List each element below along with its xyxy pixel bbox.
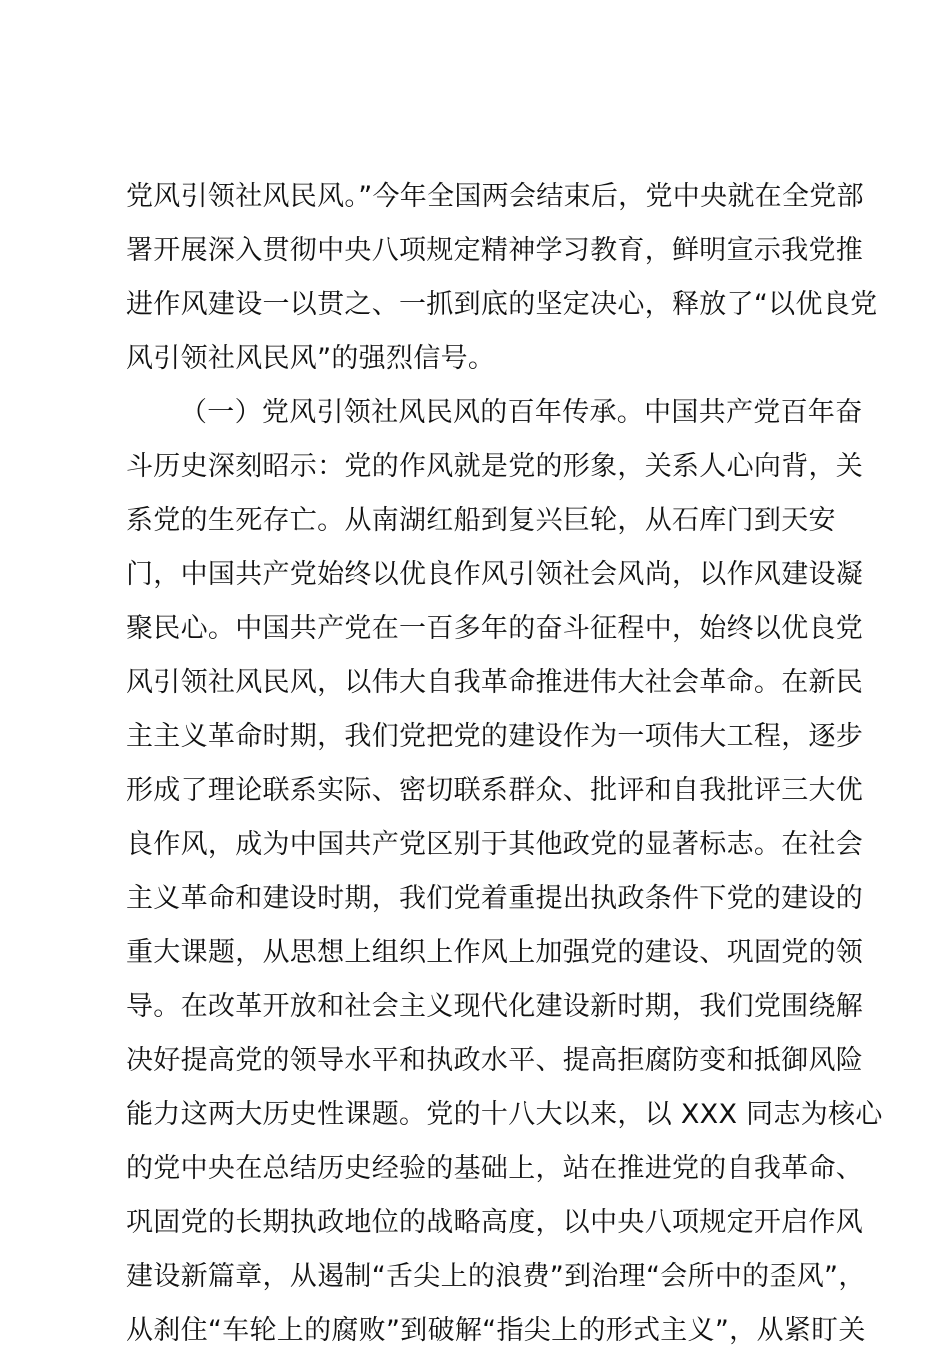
- text-line: 导。在改革开放和社会主义现代化建设新时期，我们党围绕解: [126, 991, 864, 1022]
- text-line: 的党中央在总结历史经验的基础上，站在推进党的自我革命、: [126, 1153, 864, 1184]
- section-heading-line: （一）党风引领社风民风的百年传承。中国共产党百年奋: [180, 397, 863, 428]
- text-line: 主主义革命时期，我们党把党的建设作为一项伟大工程，逐步: [126, 721, 864, 752]
- text-line: 良作风，成为中国共产党区别于其他政党的显著标志。在社会: [126, 829, 864, 860]
- text-line: 系党的生死存亡。从南湖红船到复兴巨轮，从石库门到天安: [126, 505, 836, 536]
- text-line: 重大课题，从思想上组织上作风上加强党的建设、巩固党的领: [126, 937, 864, 968]
- text-line: 决好提高党的领导水平和执政水平、提高拒腐防变和抵御风险: [126, 1045, 864, 1076]
- text-line: 斗历史深刻昭示：党的作风就是党的形象，关系人心向背，关: [126, 451, 864, 482]
- text-line: 风引领社风民风”的强烈信号。: [126, 343, 496, 374]
- text-line: 门，中国共产党始终以优良作风引领社会风尚，以作风建设凝: [126, 559, 864, 590]
- text-line: 党风引领社风民风。”今年全国两会结束后，党中央就在全党部: [126, 181, 864, 212]
- text-line: 署开展深入贯彻中央八项规定精神学习教育，鲜明宣示我党推: [126, 235, 864, 266]
- text-line: 进作风建设一以贯之、一抓到底的坚定决心，释放了“以优良党: [126, 289, 878, 320]
- text-line: 聚民心。中国共产党在一百多年的奋斗征程中，始终以优良党: [126, 613, 864, 644]
- text-line: 建设新篇章，从遏制“舌尖上的浪费”到治理“会所中的歪风”，: [126, 1261, 866, 1292]
- text-line: 形成了理论联系实际、密切联系群众、批评和自我批评三大优: [126, 775, 864, 806]
- text-line: 从刹住“车轮上的腐败”到破解“指尖上的形式主义”，从紧盯关: [126, 1315, 866, 1346]
- text-line: 巩固党的长期执政地位的战略高度，以中央八项规定开启作风: [126, 1207, 864, 1238]
- body-text: [126, 170, 883, 1358]
- text-line: 能力这两大历史性课题。党的十八大以来，以 XXX 同志为核心: [126, 1099, 883, 1130]
- text-line: 风引领社风民风，以伟大自我革命推进伟大社会革命。在新民: [126, 667, 864, 698]
- text-line: 主义革命和建设时期，我们党着重提出执政条件下党的建设的: [126, 883, 864, 914]
